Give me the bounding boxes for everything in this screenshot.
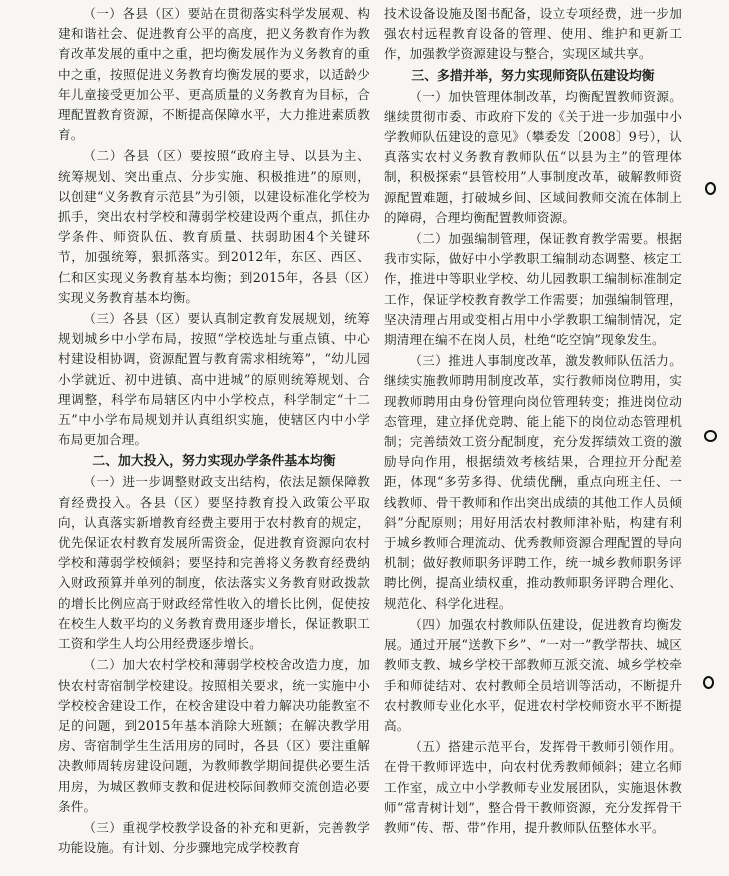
paragraph: （三）重视学校教学设备的补充和更新，完善教学功能设施。有计划、分步骤地完成学校教育	[58, 819, 370, 856]
binding-hole-mark	[705, 182, 716, 195]
left-column	[58, 4, 370, 859]
paragraph: 技术设备设施及图书配备，设立专项经费，进一步加强农村远程教育设备的管理、使用、维护和更新工作，加强教学资源建设与整合，实现区域共享。	[384, 6, 682, 62]
paragraph: （一）加快管理体制改革，均衡配置教师资源。继续贯彻市委、市政府下发的《关于进一步加强中小学教师队伍建设的意见》（攀委发〔2008〕9号），认真落实农村义务教育教师队伍“以县为主”的管理体制，积极探索“县管校用”人事制度改革，破解教师资源配置难题，打破城乡间、区域间教师交流在体制上的障碍，合理均衡配置教师资源。	[384, 88, 682, 225]
paragraph: （一）进一步调整财政支出结构，依法足额保障教育经费投入。各县（区）要坚持教育投入政策公平取向，认真落实新增教育经费主要用于农村教育的规定，优先保证农村教育发展所需资金，促进教育资源向农村学校和薄弱学校倾斜；要坚持和完善将义务教育经费纳入财政预算并单列的制度，依法落实义务教育财政拨款的增长比例应高于财政经常性收入的增长比例，促使按在校生人数平均的义务教育费用逐步增长，保证教职工工资和学生人均公用经费逐步增长。	[58, 474, 370, 652]
binding-hole-mark	[704, 430, 717, 442]
paragraph: （二）各县（区）要按照“政府主导、以县为主、统筹规划、突出重点、分步实施、积极推进”的原则，以创建“义务教育示范县”为引领，以建设标准化学校为抓手，突出农村学校和薄弱学校建设两个重点，抓住办学条件、师资队伍、教育质量、扶弱助困4个关键环节，加强统筹，狠抓落实。到2012年，东区、西区、仁和区实现义务教育基本均衡；到2015年，各县（区）实现义务教育基本均衡。	[58, 148, 370, 305]
paragraph: （二）加大农村学校和薄弱学校校舍改造力度，加快农村寄宿制学校建设。按照相关要求，统一实施中小学校校舍建设工作，在校舍建设中着力解决功能教室不足的问题，到2015年基本消除大班额；在解决教学用房、寄宿制学生生活用房的同时，各县（区）要注重解决教师周转房建设问题，为教师教学期间提供必要生活用房，为城区教师支教和促进校际间教师交流创造必要条件。	[58, 657, 370, 814]
paragraph: （五）搭建示范平台，发挥骨干教师引领作用。在骨干教师评选中，向农村优秀教师倾斜；建立名师工作室，成立中小学教师专业发展团队，实施退休教师“常青树计划”，整合骨干教师资源，充分发挥骨干教师“传、帮、带”作用，提升教师队伍整体水平。	[384, 739, 682, 835]
paragraph: （四）加强农村教师队伍建设，促进教育均衡发展。通过开展“送教下乡”、“一对一”教学帮扶、城区教师支教、城乡学校干部教师互派交流、城乡学校牵手和师徒结对、农村教师全员培训等活动，不断提升农村教师专业化水平，促进农村学校师资水平不断提高。	[384, 616, 682, 733]
binding-hole-mark	[703, 676, 714, 689]
paragraph: （三）推进人事制度改革，激发教师队伍活力。继续实施教师聘用制度改革，实行教师岗位聘用，实现教师聘用由身份管理向岗位管理转变；推进岗位动态管理，建立择优竞聘、能上能下的岗位动态管理机制；完善绩效工资分配制度，充分发挥绩效工资的激励导向作用，根据绩效考核结果，合理拉开分配差距，体现“多劳多得、优绩优酬，重点向班主任、一线教师、骨干教师和作出突出成绩的其他工作人员倾斜”分配原则；用好用活农村教师津补贴，构建有利于城乡教师合理流动、优秀教师资源合理配置的导向机制；做好教师职务评聘工作，统一城乡教师职务评聘比例，提高业绩权重，推动教师职务评聘合理化、规范化、科学化进程。	[384, 353, 682, 611]
paragraph: （二）加强编制管理，保证教育教学需要。根据我市实际，做好中小学教职工编制动态调整、核定工作，推进中等职业学校、幼儿园教职工编制标准制定工作，保证学校教育教学工作需要；加强编制管理，坚决清理占用或变相占用中小学教职工编制情况，定期清理在编不在岗人员，杜绝“吃空饷”现象发生。	[384, 231, 682, 348]
paragraph: （三）各县（区）要认真制定教育发展规划，统筹规划城乡中小学布局，按照“学校选址与重点镇、中心村建设相协调，资源配置与教育需求相统筹”，“幼儿园小学就近、初中进镇、高中进城”的原则统筹规划、合理调整，科学布局辖区内中小学校点，科学制定“十二五”中小学布局规划并认真组织实施，使辖区内中小学布局更加合理。	[58, 311, 370, 448]
section-heading: 二、加大投入，努力实现办学条件基本均衡	[92, 454, 336, 470]
right-column	[384, 4, 682, 839]
section-heading: 三、多措并举，努力实现师资队伍建设均衡	[411, 68, 655, 84]
paragraph: （一）各县（区）要站在贯彻落实科学发展观、构建和谐社会、促进教育公平的高度，把义务教育作为教育改革发展的重中之重，把均衡发展作为义务教育的重中之重，按照促进义务教育均衡发展的要求，以适龄少年儿童接受更加公平、更高质量的义务教育为目标，合理配置教育资源，不断提高保障水平，大力推进素质教育。	[58, 6, 370, 143]
